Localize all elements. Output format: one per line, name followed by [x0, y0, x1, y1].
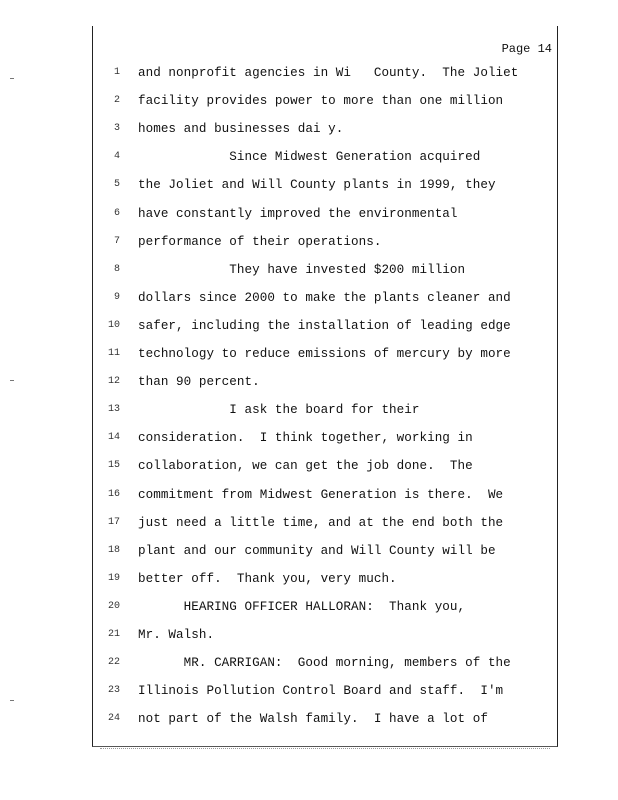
transcript-line: performance of their operations. — [138, 234, 382, 249]
line-number: 20 — [107, 600, 120, 612]
margin-tick — [10, 380, 14, 381]
line-number: 19 — [107, 572, 120, 584]
transcript-line: safer, including the installation of leading edge — [138, 318, 511, 333]
line-number: 5 — [113, 179, 120, 191]
transcript-line: MR. CARRIGAN: Good morning, members of the — [138, 656, 511, 671]
bottom-edge — [100, 748, 550, 750]
transcript-line: consideration. I think together, working in — [138, 431, 473, 446]
transcript-line: HEARING OFFICER HALLORAN: Thank you, — [138, 599, 466, 614]
transcript-line: collaboration, we can get the job done. The — [138, 459, 473, 474]
transcript-line: Since Midwest Generation acquired — [138, 150, 481, 165]
line-number: 10 — [107, 319, 120, 331]
line-number: 6 — [113, 207, 120, 219]
line-number: 16 — [107, 488, 120, 500]
transcript-line: the Joliet and Will County plants in 1999, they — [138, 178, 496, 193]
line-number: 8 — [113, 263, 120, 275]
line-number: 13 — [107, 404, 120, 416]
transcript-line: facility provides power to more than one million — [138, 94, 504, 109]
transcript-line: Illinois Pollution Control Board and staff. I'm — [138, 684, 504, 699]
line-number: 22 — [107, 657, 120, 669]
line-number: 4 — [113, 151, 120, 163]
line-number: 1 — [113, 67, 120, 78]
page-number: Page 14 — [501, 42, 552, 56]
transcript-line: and nonprofit agencies in Wi County. The Joliet — [138, 66, 519, 80]
line-number: 9 — [113, 291, 120, 303]
transcript-line: I ask the board for their — [138, 403, 420, 418]
line-number: 7 — [113, 235, 120, 247]
line-number: 17 — [107, 516, 120, 528]
transcript-line: commitment from Midwest Generation is there. We — [138, 487, 504, 502]
line-number: 2 — [113, 95, 120, 107]
transcript-line: technology to reduce emissions of mercury by more — [138, 347, 511, 361]
line-number: 12 — [107, 376, 120, 388]
transcript-line: plant and our community and Will County will be — [138, 543, 496, 558]
transcript-line: better off. Thank you, very much. — [138, 571, 397, 586]
line-number: 15 — [107, 460, 120, 472]
line-number: 23 — [107, 685, 120, 697]
transcript-line: have constantly improved the environmental — [138, 206, 458, 221]
transcript-line: not part of the Walsh family. I have a lot of — [138, 712, 488, 727]
line-number: 24 — [107, 713, 120, 725]
transcript-line: dollars since 2000 to make the plants cleaner and — [138, 290, 511, 305]
line-number: 14 — [107, 432, 120, 444]
transcript-line: homes and businesses dai y. — [138, 122, 344, 137]
line-number: 3 — [113, 123, 120, 135]
transcript-line: They have invested $200 million — [138, 262, 466, 277]
transcript-line: Mr. Walsh. — [138, 628, 215, 642]
transcript-line: than 90 percent. — [138, 375, 260, 390]
margin-tick — [10, 78, 14, 79]
line-number: 21 — [107, 629, 120, 640]
line-number: 18 — [107, 544, 120, 556]
line-number: 11 — [107, 348, 120, 359]
margin-tick — [10, 700, 14, 701]
transcript-line: just need a little time, and at the end both the — [138, 515, 504, 530]
